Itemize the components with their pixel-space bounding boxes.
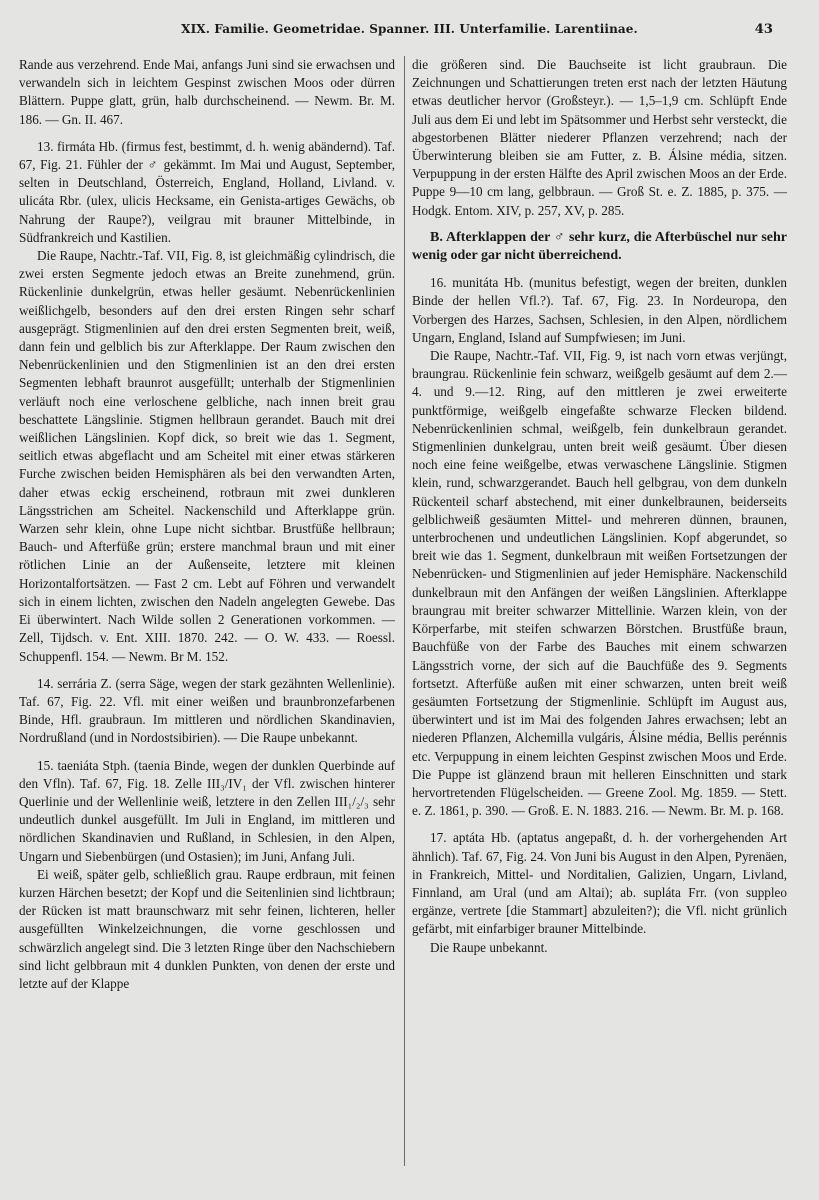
paragraph-larva-taeniata: Ei weiß, später gelb, schließlich grau. Raupe erdbraun, mit feinen kurzen Härchen besetzt; der Kopf und die Seitenlinien sind lichtbraun; der Rücken ist matt braunschwarz mit sehr feinen, lichteren, heller ausgefüllten Winkelzeichnungen, die vorne geschlossen und schwärzlich angelegt sind. Die 3 letzten Ringe über den Nachschiebern sind licht gelbbraun mit 4 dunklen Punkten, von denen der erste und letzte auf der Klappe [19,866,395,991]
header-title: XIX. Familie. Geometridae. Spanner. III. Unterfamilie. Larentiinae. [181,22,638,36]
page-number: 43 [754,22,773,37]
paragraph-continuation-right: die größeren sind. Die Bauchseite ist licht graubraun. Die Zeichnungen und Schattierungen treten erst nach der letzten Häutung etwas deutlicher hervor (Großsteyr.). — 1,5–1,9 cm. Schlüpft Ende Juli aus dem Ei und lebt im Spätsommer und Herbst sehr versteckt, die abgestorbenen Blätter niederer Pflanzen verzehrend; nach der Überwinterung bleiben sie am Futter, z. B. Álsine média, sitzen. Verpuppung in der ersten Hälfte des April zwischen Moos an der Erde. Puppe 9—10 cm lang, gelbbraun. — Groß St. e. Z. 1885, p. 375. — Hodgk. Entom. XIV, p. 257, XV, p. 285. [412,57,787,218]
paragraph-larva-aptata: Die Raupe unbekannt. [430,939,548,955]
species-entry-serraria: 14. serrária Z. (serra Säge, wegen der stark gezähnten Wellenlinie). Taf. 67, Fig. 22. Vfl. mit einer weißen und braunbronzefarbenen Binde, Hfl. graubraun. Im mittleren und nördlichen Skandinavien, Nordrußland (und in Nordostsibirien). — Die Raupe unbekannt. [19,675,395,746]
left-column [19,56,395,993]
paragraph-continuation: Rande aus verzehrend. Ende Mai, anfangs Juni sind sie erwachsen und verwandeln sich in leichtem Gespinst zwischen Moos oder dürren Blättern. Puppe glatt, grün, halb durchscheinend. — Newm. Br. M. 186. — Gn. II. 467. [19,57,395,127]
species-entry-aptata: 17. aptáta Hb. (aptatus angepaßt, d. h. der vorhergehenden Art ähnlich). Taf. 67, Fig. 24. Von Juni bis August in den Alpen, Pyrenäen, in Frankreich, Mittel- und Norditalien, Galizien, Ungarn, Livland, Finnland, am Ural (und am Altai); ab. supláta Frr. (von suppleo ergänze, vertrete [die Stammart] abzuleiten?); die Vfl. nicht grünlich gefärbt, mit einfarbiger brauner Mittelbinde. [412,830,787,937]
right-column [412,56,787,957]
section-heading-b: B. Afterklappen der ♂ sehr kurz, die Afterbüschel nur sehr wenig oder gar nicht überreichend. [412,229,787,264]
species-entry-firmata: 13. firmáta Hb. (firmus fest, bestimmt, d. h. wenig abändernd). Taf. 67, Fig. 21. Fühler der ♂ gekämmt. Im Mai und August, September, selten in Deutschland, Österreich, England, Holland, Livland. v. ulicáta Rbr. (ulex, ulicis Hecksame, ein Genista-artiges Gewächs, ob Nahrung der Raupe?), veilgrau mit brauner Mittelbinde, in Südfrankreich und Kastilien. [19,138,395,245]
column-divider [404,56,405,1166]
paragraph-larva-firmata: Die Raupe, Nachtr.-Taf. VII, Fig. 8, ist gleichmäßig cylindrisch, die zwei ersten Segmente jedoch etwas an Breite zunehmend, grün. Rückenlinie dunkelgrün, etwas heller gesäumt. Nebenrückenlinien weißlichgelb, besonders auf den drei ersten Ringen sehr scharf ausgeprägt. Stigmenlinien auf den drei ersten Segmenten breit, weiß, dann fein und gelblich bis zur Afterklappe. Der Raum zwischen den Nebenrückenlinien und den Stigmenlinien ist an den drei ersten Segmenten lebhaft braunrot ausgefüllt; unterhalb der Stigmenlinien verläuft noch eine verloschene gelbliche, nach innen breit grau beschattete Längslinie. Stigmen hellbraun gerandet. Bauch mit drei weißlichen Längslinien. Kopf dick, so breit wie das 1. Segment, seitlich etwas abgeflacht und am Scheitel mit einer etwas stärkeren Furche zwischen beiden Hemisphären als bei den verwandten Arten, daher etwas eckig erscheinend, rotbraun mit zwei dunkleren Längsstrichen am Scheitel. Nackenschild und Afterklappe grün. Warzen sehr klein, ohne Lupe nicht sichtbar. Brustfüße hellbraun; Bauch- und Afterfüße grün; erstere manchmal braun und mit einer rötlichen Linie an der Außenseite, letztere mit kleinen Horizontalfortsätzen. — Fast 2 cm. Lebt auf Föhren und verwandelt sich in einem lichten, zwischen den Nadeln angelegten Gewebe. Das Ei überwintert. Nach Wilde sollen 2 Generationen vorkommen. — Zell, Tijdsch. v. Ent. XIII. 1870. 242. — O. W. 433. — Roessl. Schuppenfl. 154. — Newm. Br M. 152. [19,248,395,664]
species-entry-taeniata: 15. taeniáta Stph. (taenia Binde, wegen der dunklen Querbinde auf den Vfln). Taf. 67, Fig. 18. Zelle III₃/IV₁ der Vfl. zwischen hinterer Querlinie und der Wellenlinie weiß, letztere in den Zellen III₁/₂/₃ sehr undeutlich dunkel ausgefüllt. Im Juli in England, im mittleren und nördlichen Skandinavien und Rußland, in Schlesien, in den Alpen, Ungarn und Siebenbürgen (und Ostasien); im Juni, Anfang Juli. [19,757,395,864]
species-entry-munitata: 16. munitáta Hb. (munitus befestigt, wegen der breiten, dunklen Binde der hellen Vfl.?). Taf. 67, Fig. 23. In Nordeuropa, den Vorbergen des Harzes, Sachsen, Schlesien, in den Alpen, nördlichem Ungarn, England, Island auf Sumpfwiesen; im Juni. [412,275,787,345]
running-header [8,22,811,44]
paragraph-larva-munitata: Die Raupe, Nachtr.-Taf. VII, Fig. 9, ist nach vorn etwas verjüngt, braungrau. Rückenlinie fein schwarz, weißgelb gesäumt auf dem 2.—4. und 9.—12. Ring, auf den mittleren je zwei erweiterte punktförmige, weißgelb eingefaßte schwarze Flecken bildend. Nebenrückenlinien schmal, weißgelb, fein dunkelbraun gerandet. Stigmenlinien dunkelgrau, unten breit weiß gesäumt. Über diesen noch eine feine weißgelbe, etwas verwaschene Längslinie. Stigmen klein, rund, schwarzgerandet. Bauch hell gelbgrau, von dem dunkeln Rückenteil scharf abstechend, mit einer dunkelbraunen, beiderseits gelblichweiß gesäumten Mittel- und mehreren dünnen, braunen, unterbrochenen und undeutlichen Längslinien. Kopf abgerundet, so breit wie das 1. Segment, dunkelbraun mit weißen Fortsetzungen der Nebenrücken- und Stigmenlinien auf jeder Hemisphäre. Nackenschild dunkelbraun mit den Anfängen der weißen Längslinien. Afterklappe braungrau mit breiter schwarzer Mittellinie. Warzen klein, von der Körperfarbe, mit steifen schwarzen Börstchen. Brustfüße braun, Bauchfüße von der Farbe des Bauches mit einem schwarzen Längsstrich vorne, der sich auf die Bauchfüße des 9. Segments fortsetzt. Afterfüße außen mit einer schwarzen, unten breit weiß gesäumten Fortsetzung der Stigmenlinie. Schlüpft im August aus, überwintert und ist im Mai des folgenden Jahres erwachsen; lebt an niederen Pflanzen, Alchemilla vulgáris, Álsine média, Bellis perénnis etc. Verpuppung in einem leichten Gespinst zwischen Moos und Erde. Die Puppe ist glänzend braun mit helleren Einschnitten und stark hervortretenden Flügelscheiden. — Greene Zool. Mg. 1859. — Stett. e. Z. 1861, p. 390. — Groß. E. N. 1883. 216. — Newm. Br. M. p. 168. [412,348,787,819]
